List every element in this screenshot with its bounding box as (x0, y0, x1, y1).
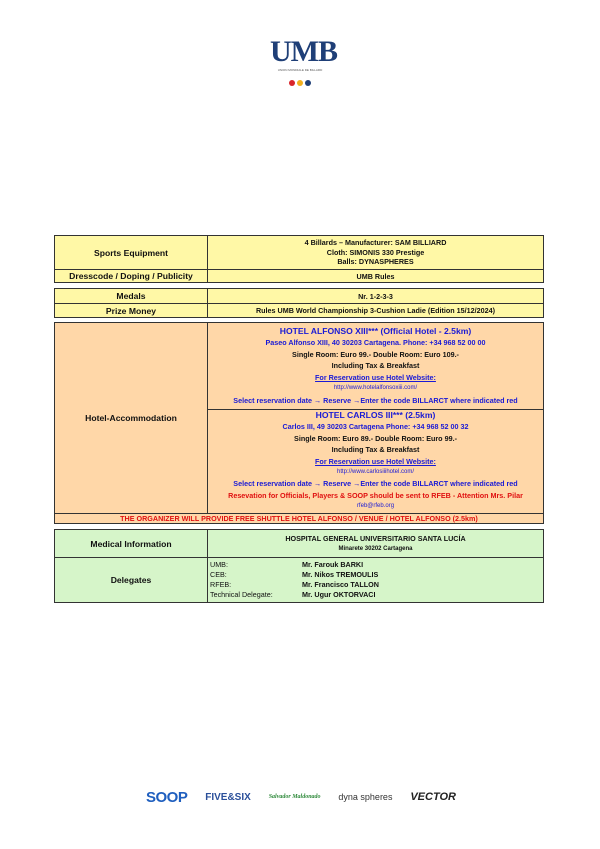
equipment-line-3: Balls: DYNASPHERES (337, 257, 414, 267)
delegate-role: RFEB: (210, 580, 232, 589)
equipment-line-1: 4 Billards – Manufacturer: SAM BILLIARD (304, 238, 447, 248)
hotel-1-name: HOTEL ALFONSO XIII*** (Official Hotel - 2.5km) (279, 326, 472, 337)
equipment-value (208, 236, 544, 270)
delegate-name: Mr. Francisco TALLON (302, 580, 379, 589)
delegate-role: CEB: (210, 570, 227, 579)
hotel-1-address: Paseo Alfonso XIII, 40 30203 Cartagena. Phone: +34 968 52 00 00 (265, 338, 486, 348)
prize-value: Rules UMB World Championship 3-Cushion Ladie (Edition 15/12/2024) (208, 304, 544, 318)
delegate-name: Mr. Farouk BARKI (302, 560, 364, 569)
logo-dot-blue (305, 80, 311, 86)
logo-text: UMB (270, 35, 337, 68)
hotel-1-includes: Including Tax & Breakfast (331, 361, 420, 371)
medical-hospital: HOSPITAL GENERAL UNIVERSITARIO SANTA LUCÍA (285, 533, 466, 543)
rfeb-email-link[interactable]: rfeb@rfeb.org (356, 503, 395, 510)
medals-table (54, 288, 544, 318)
shuttle-note: THE ORGANIZER WILL PROVIDE FREE SHUTTLE HOTEL ALFONSO / VENUE / HOTEL ALFONSO (2.5km) (55, 513, 544, 523)
delegate-role: Technical Delegate: (210, 590, 273, 599)
delegate-row (208, 580, 543, 590)
sponsor-maldonado-logo: Salvador Maldonado (268, 794, 321, 800)
logo-dots (270, 73, 330, 91)
hotel-label: Hotel-Accommodation (55, 323, 208, 514)
medical-address: Minarete 30202 Cartagena (338, 545, 413, 552)
medals-value: Nr. 1-2-3-3 (208, 289, 544, 304)
medical-delegates-table (54, 529, 544, 603)
equipment-table (54, 235, 544, 283)
hotel-2-note: Select reservation date → Reserve →Enter the code BILLARCT where indicated red (233, 479, 518, 489)
logo-dot-yellow (297, 80, 303, 86)
medals-label: Medals (55, 289, 208, 304)
hotel-1-note: Select reservation date → Reserve →Enter the code BILLARCT where indicated red (233, 395, 518, 405)
umb-logo (270, 35, 337, 88)
dresscode-label: Dresscode / Doping / Publicity (55, 270, 208, 283)
sponsor-logos (146, 786, 456, 808)
hotel-2-includes: Including Tax & Breakfast (331, 445, 420, 455)
medical-label: Medical Information (55, 530, 208, 558)
hotel-1-reservation-link[interactable]: For Reservation use Hotel Website: (315, 372, 436, 382)
delegate-name: Mr. Ugur OKTORVACI (302, 590, 376, 599)
hotel-2-url-link[interactable]: http://www.carlosiiihotel.com/ (336, 469, 415, 476)
sponsor-vector-logo: VECTOR (410, 791, 456, 803)
logo-dot-red (289, 80, 295, 86)
delegate-row (208, 590, 543, 600)
sponsor-dynaspheres-logo: dyna spheres (338, 792, 393, 802)
delegate-row (208, 570, 543, 580)
delegates-label: Delegates (55, 558, 208, 603)
delegate-role: UMB: (210, 560, 228, 569)
hotel-table (54, 322, 544, 524)
equipment-line-2: Cloth: SIMONIS 330 Prestige (326, 247, 425, 257)
hotel-2-reservation-link[interactable]: For Reservation use Hotel Website: (315, 456, 436, 466)
sponsor-fivesix-logo: FIVE&SIX (205, 791, 251, 803)
dresscode-value: UMB Rules (208, 270, 544, 283)
hotel-2-address: Carlos III, 49 30203 Cartagena Phone: +34 968 52 00 32 (282, 422, 469, 432)
delegate-row (208, 560, 543, 570)
delegates-list (208, 558, 544, 603)
logo-subtitle: UNION MONDIALE DE BILLARD (277, 68, 323, 72)
hotel-2-name: HOTEL CARLOS III*** (2.5km) (315, 410, 436, 420)
officials-note: Resevation for Officials, Players & SOOP should be sent to RFEB - Attention Mrs. Pilar (228, 490, 523, 500)
hotel-1-url-link[interactable]: http://www.hotelalfonsoxiii.com/ (333, 385, 418, 392)
hotel-2-rooms: Single Room: Euro 89.- Double Room: Euro 99.- (294, 433, 457, 443)
sponsor-soop-logo: SOOP (146, 788, 188, 806)
delegate-name: Mr. Nikos TREMOULIS (302, 570, 379, 579)
medical-value (208, 530, 544, 558)
hotel-2 (208, 410, 544, 514)
equipment-label: Sports Equipment (55, 236, 208, 270)
prize-label: Prize Money (55, 304, 208, 318)
hotel-1 (208, 323, 544, 410)
hotel-1-rooms: Single Room: Euro 99.- Double Room: Euro 109.- (292, 349, 459, 359)
